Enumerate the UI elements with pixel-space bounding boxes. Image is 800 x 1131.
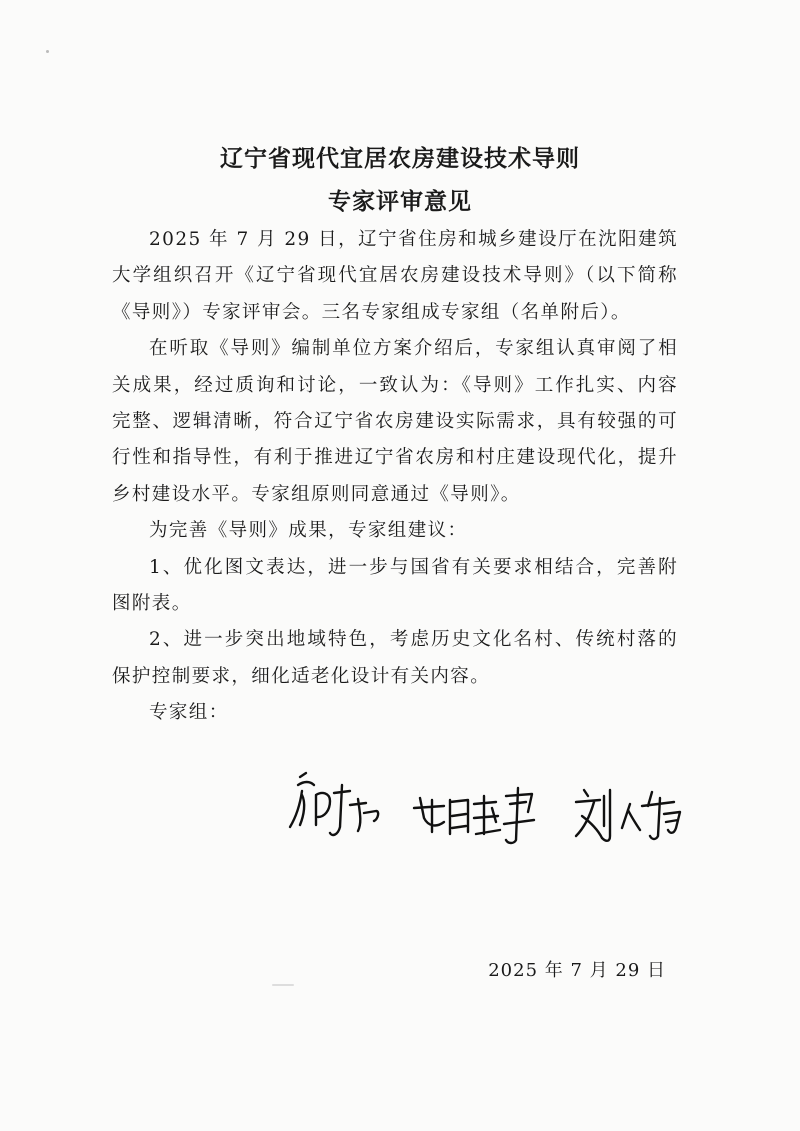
- document-body: [112, 222, 678, 732]
- signature-1: [280, 765, 390, 855]
- paragraph-conclusion: 在听取《导则》编制单位方案介绍后，专家组认真审阅了相关成果，经过质询和讨论，一致认为：《导则》工作扎实、内容完整、逻辑清晰，符合辽宁省农房建设实际需求，具有较强的可行性和指导性，有利于推进辽宁省农房和村庄建设现代化，提升乡村建设水平。专家组原则同意通过《导则》。: [112, 338, 678, 505]
- expert-group-label: 专家组：: [149, 702, 229, 724]
- document-subtitle: 专家评审意见: [328, 189, 472, 215]
- paragraph-suggestion-1: 1、优化图文表达，进一步与国省有关要求相结合，完善附图附表。: [112, 556, 678, 615]
- document-date: 2025 年 7 月 29 日: [488, 960, 666, 981]
- paragraph-suggestion-intro: 为完善《导则》成果，专家组建议：: [149, 520, 468, 542]
- signature-2: [410, 778, 540, 858]
- signature-3: [570, 780, 690, 860]
- signature-area: [270, 760, 690, 880]
- document-title: 辽宁省现代宜居农房建设技术导则: [220, 146, 580, 172]
- paragraph-meeting: 2025 年 7 月 29 日，辽宁省住房和城乡建设厅在沈阳建筑大学组织召开《辽宁省现代宜居农房建设技术导则》（以下简称《导则》）专家评审会。三名专家组成专家组（名单附后）。: [112, 229, 678, 323]
- scan-speck: [46, 50, 49, 53]
- paragraph-suggestion-2: 2、进一步突出地域特色，考虑历史文化名村、传统村落的保护控制要求，细化适老化设计有关内容。: [112, 629, 678, 687]
- scan-mark: [272, 984, 294, 986]
